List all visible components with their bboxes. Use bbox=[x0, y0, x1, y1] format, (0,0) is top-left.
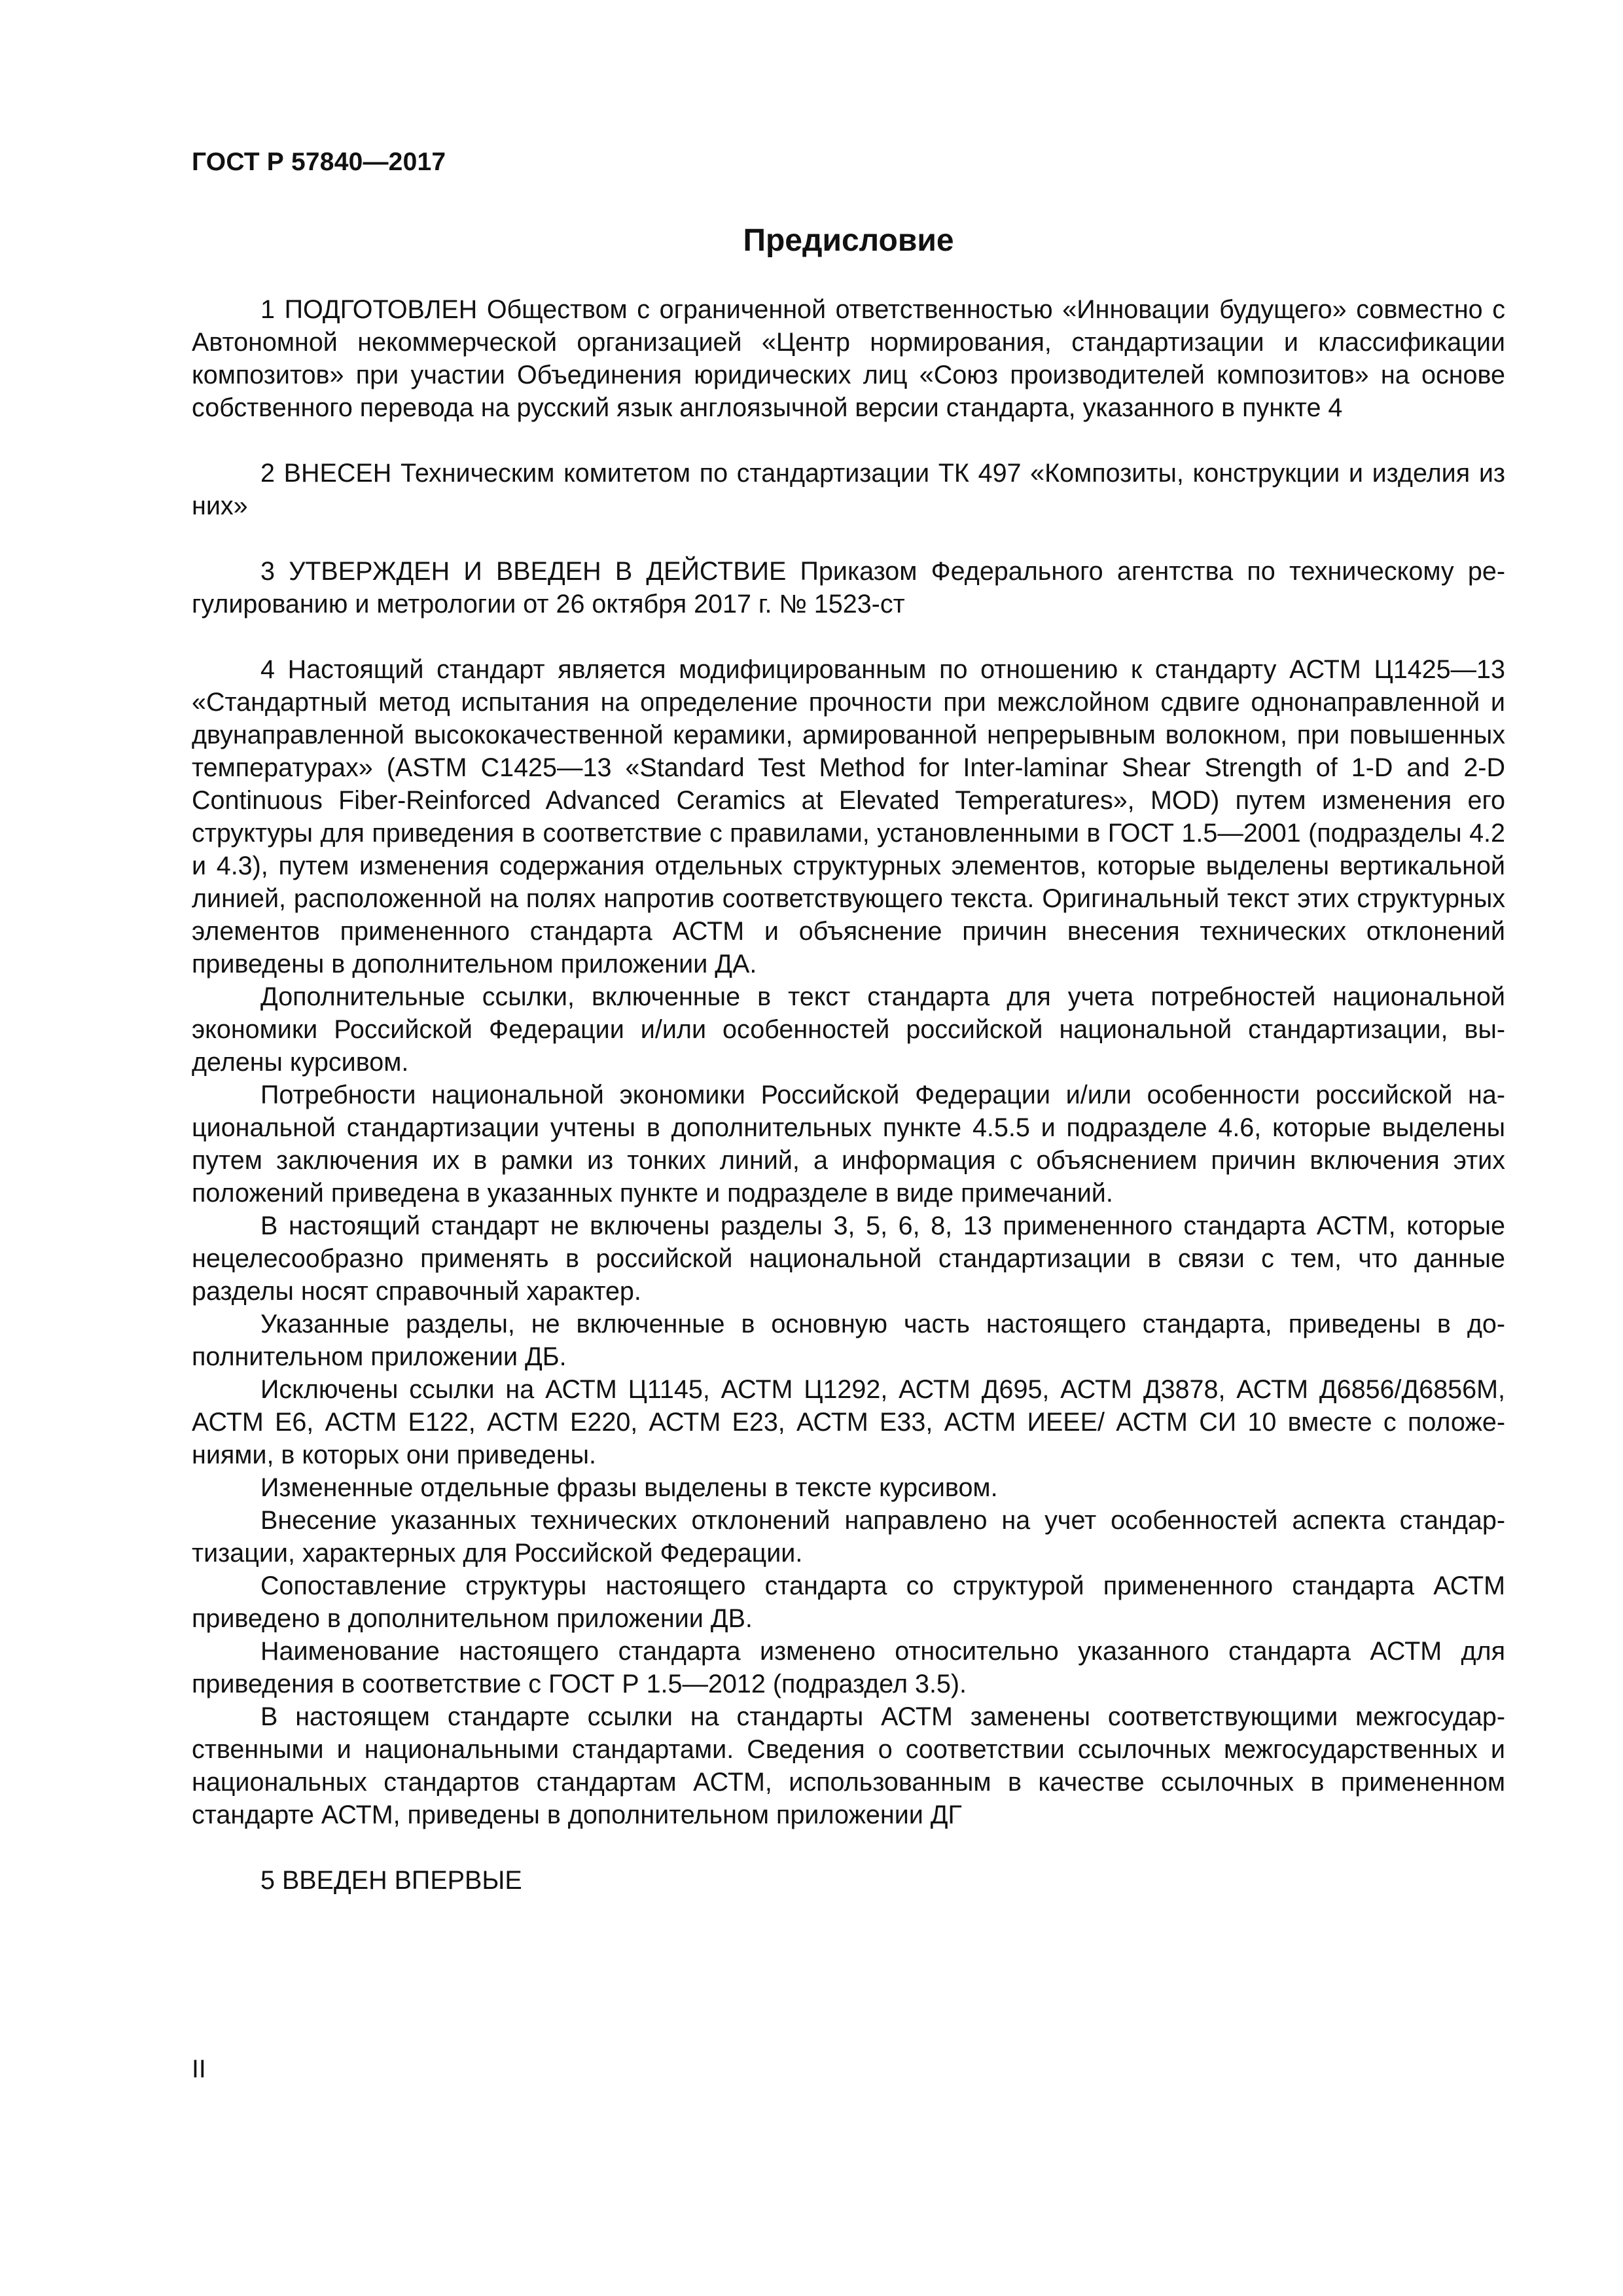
paragraph-excluded-sections: В настоящий стандарт не включены разделы 3, 5, 6, 8, 13 примененного стандарта АСТМ, которые нецелесообразно применять в российской национальной стандартизации в связи с тем, что данные разделы носят справочный характер. bbox=[192, 1211, 1505, 1306]
paragraph-introduced: 2 ВНЕСЕН Техническим комитетом по стандартизации ТК 497 «Композиты, конструкции и изделия из них» bbox=[192, 459, 1505, 520]
paragraph-prepared: 1 ПОДГОТОВЛЕН Обществом с ограниченной ответственностью «Инновации будущего» совместно с Автономной некоммерческой организацией «Центр нормирования, стандартизации и классификации композитов» при участии Объединения юридических лиц «Союз производителей композитов» на основе собственного перевода на русский язык англоязычной версии стандарта, указанного в пункте 4 bbox=[192, 295, 1505, 422]
section-title: Предисловие bbox=[743, 223, 954, 258]
paragraph-first-introduced: 5 ВВЕДЕН ВПЕРВЫЕ bbox=[260, 1866, 522, 1895]
paragraph-additional-references: Дополнительные ссылки, включенные в текст стандарта для учета потребностей национальной экономики Российской Федерации и/или особенностей российской национальной стандартизации, выделены курсивом. bbox=[192, 982, 1505, 1077]
paragraph-approved: 3 УТВЕРЖДЕН И ВВЕДЕН В ДЕЙСТВИЕ Приказом Федерального агентства по техническому регулированию и метрологии от 26 октября 2017 г. № 1523-ст bbox=[192, 557, 1505, 619]
paragraph-italic-phrases: Измененные отдельные фразы выделены в тексте курсивом. bbox=[260, 1473, 998, 1502]
paragraph-national-needs: Потребности национальной экономики Российской Федерации и/или особенности российской национальной стандартизации учтены в дополнительных пункте 4.5.5 и подразделе 4.6, которые выделены путем заключения их в рамки из тонких линий, а информация с объяснением причин включения этих положений приведена в указанных пункте и подразделе в виде примечаний. bbox=[192, 1081, 1505, 1208]
paragraph-reference-replacement: В настоящем стандарте ссылки на стандарты АСТМ заменены соответствующими межгосударственными и национальными стандартами. Сведения о соответствии ссылочных межгосударственных и национальных стандартов стандартам АСТМ, использованным в качестве ссылочных в примененном стандарте АСТМ, приведены в дополнительном приложении ДГ bbox=[192, 1702, 1505, 1829]
paragraph-title-change: Наименование настоящего стандарта изменено относительно указанного стандарта АСТМ для приведения в соответствие с ГОСТ Р 1.5—2012 (подраздел 3.5). bbox=[192, 1637, 1505, 1698]
paragraph-technical-deviations: Внесение указанных технических отклонений направлено на учет особенностей аспекта стандартизации, характерных для Российской Федерации. bbox=[192, 1506, 1505, 1568]
paragraph-structure-comparison: Сопоставление структуры настоящего стандарта со структурой примененного стандарта АСТМ приведено в дополнительном приложении ДВ. bbox=[192, 1571, 1505, 1633]
standard-code-header: ГОСТ Р 57840—2017 bbox=[192, 148, 446, 176]
paragraph-excluded-references: Исключены ссылки на АСТМ Ц1145, АСТМ Ц1292, АСТМ Д695, АСТМ Д3878, АСТМ Д6856/Д6856М, АСТМ Е6, АСТМ Е122, АСТМ Е220, АСТМ Е23, АСТМ Е33, АСТМ ИЕЕЕ/ АСТМ СИ 10 вместе с положениями, в которых они приведены. bbox=[192, 1375, 1505, 1469]
paragraph-modified-standard: 4 Настоящий стандарт является модифицированным по отношению к стандарту АСТМ Ц1425—13 «Стандартный метод испытания на определение прочности при межслойном сдвиге однонаправленной и двунаправленной высококачественной керамики, армированной непрерывным волокном, при повышенных температурах» (ASTM C1425—13 «Standard Test Method for Inter-laminar Shear Strength of 1-D and 2-D Continuous Fiber-Reinforced Advanced Ceramics at Elevated Temperatures», MOD) путем изменения его структуры для приведения в соответствие с правилами, установленными в ГОСТ 1.5—2001 (подразделы 4.2 и 4.3), путем изменения содержания отдельных структурных элементов, которые выделены вертикальной линией, расположенной на полях напротив соответствующего текста. Оригинальный текст этих структурных элементов примененного стандарта АСТМ и объяснение причин внесения технических отклонений приведены в дополнительном приложении ДА. bbox=[192, 655, 1505, 978]
foreword-body bbox=[192, 293, 1505, 1897]
paragraph-appendix-db: Указанные разделы, не включенные в основную часть настоящего стандарта, приведены в дополнительном приложении ДБ. bbox=[192, 1310, 1505, 1371]
page-number: II bbox=[192, 2055, 206, 2083]
